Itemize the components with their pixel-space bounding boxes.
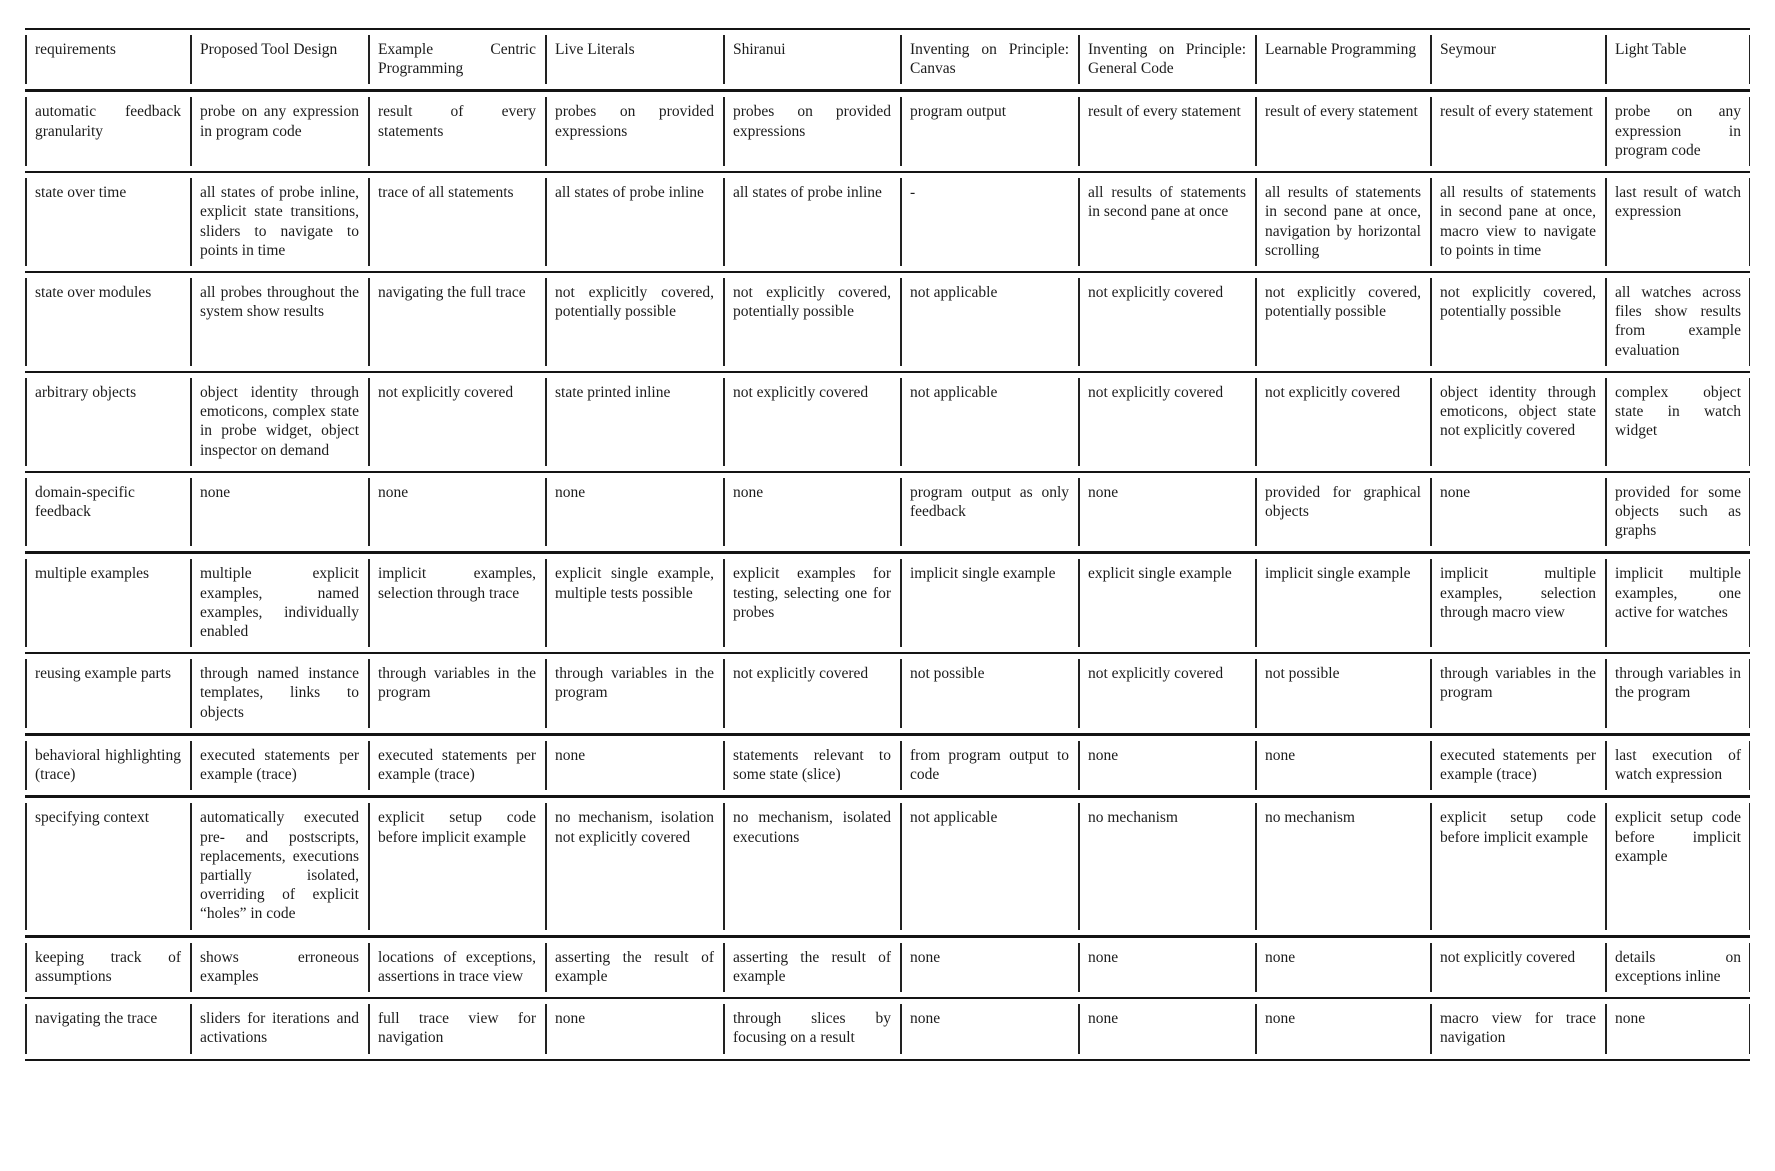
table-cell: explicit single example <box>1078 553 1255 653</box>
table-cell: all probes throughout the system show results <box>190 272 368 372</box>
table-cell: none <box>545 998 723 1059</box>
table-cell: object identity through emoticons, object state not explicitly covered <box>1430 372 1605 472</box>
requirement-label: keeping track of assumptions <box>25 936 190 998</box>
table-cell: not explicitly covered, potentially possible <box>723 272 900 372</box>
table-cell: through variables in the program <box>545 653 723 734</box>
col-header: Learnable Programming <box>1255 29 1430 91</box>
table-cell: all states of probe inline <box>723 172 900 272</box>
table-cell: all states of probe inline <box>545 172 723 272</box>
table-cell: none <box>1078 472 1255 553</box>
table-cell: not explicitly covered <box>1078 272 1255 372</box>
table-cell: not explicitly covered <box>1430 936 1605 998</box>
table-cell: explicit setup code before implicit example <box>1605 797 1750 936</box>
table-cell: none <box>1255 936 1430 998</box>
table-cell: none <box>1078 936 1255 998</box>
col-header: Light Table <box>1605 29 1750 91</box>
requirement-label: arbitrary objects <box>25 372 190 472</box>
table-cell: shows erroneous examples <box>190 936 368 998</box>
table-cell: program output <box>900 91 1078 172</box>
table-cell: probe on any expression in program code <box>190 91 368 172</box>
table-cell: none <box>1430 472 1605 553</box>
table-cell: not explicitly covered <box>723 653 900 734</box>
table-cell: all results of statements in second pane at once, macro view to navigate to points in time <box>1430 172 1605 272</box>
requirement-label: navigating the trace <box>25 998 190 1059</box>
table-row <box>25 91 1750 172</box>
requirement-label: state over time <box>25 172 190 272</box>
table-cell: through named instance templates, links to objects <box>190 653 368 734</box>
col-header: Example Centric Programming <box>368 29 545 91</box>
table-cell: implicit single example <box>900 553 1078 653</box>
table-cell: not applicable <box>900 797 1078 936</box>
table-cell: not explicitly covered, potentially possible <box>545 272 723 372</box>
table-cell: not possible <box>900 653 1078 734</box>
tool-comparison-table <box>25 28 1750 1061</box>
table-cell: program output as only feedback <box>900 472 1078 553</box>
table-row <box>25 936 1750 998</box>
col-header: Proposed Tool Design <box>190 29 368 91</box>
table-cell: - <box>900 172 1078 272</box>
table-cell: not explicitly covered, potentially possible <box>1430 272 1605 372</box>
table-cell: full trace view for navigation <box>368 998 545 1059</box>
table-cell: implicit single example <box>1255 553 1430 653</box>
col-header: Shiranui <box>723 29 900 91</box>
table-cell: result of every statement <box>1255 91 1430 172</box>
table-cell: statements relevant to some state (slice) <box>723 734 900 796</box>
table-cell: implicit examples, selection through trace <box>368 553 545 653</box>
table-cell: result of every statement <box>1430 91 1605 172</box>
table-cell: object identity through emoticons, complex state in probe widget, object inspector on demand <box>190 372 368 472</box>
header-row <box>25 29 1750 91</box>
table-cell: none <box>1078 998 1255 1059</box>
table-cell: provided for graphical objects <box>1255 472 1430 553</box>
table-row <box>25 172 1750 272</box>
table-cell: not possible <box>1255 653 1430 734</box>
table-cell: from program output to code <box>900 734 1078 796</box>
requirement-label: behavioral highlighting (trace) <box>25 734 190 796</box>
table-cell: complex object state in watch widget <box>1605 372 1750 472</box>
table-cell: none <box>545 472 723 553</box>
table-cell: automatically executed pre- and postscripts, replacements, executions partially isolated, overriding of explicit “holes” in code <box>190 797 368 936</box>
table-cell: executed statements per example (trace) <box>368 734 545 796</box>
table-row <box>25 272 1750 372</box>
table-cell: none <box>545 734 723 796</box>
table-row <box>25 797 1750 936</box>
table-cell: implicit multiple examples, selection through macro view <box>1430 553 1605 653</box>
table-cell: executed statements per example (trace) <box>190 734 368 796</box>
table-cell: all results of statements in second pane at once, navigation by horizontal scrolling <box>1255 172 1430 272</box>
table-cell: none <box>900 998 1078 1059</box>
table-cell: navigating the full trace <box>368 272 545 372</box>
table-row <box>25 653 1750 734</box>
table-cell: not explicitly covered <box>723 372 900 472</box>
requirement-label: reusing example parts <box>25 653 190 734</box>
table-row <box>25 372 1750 472</box>
table-header <box>25 29 1750 91</box>
table-cell: result of every statement <box>1078 91 1255 172</box>
table-cell: none <box>1255 998 1430 1059</box>
table-cell: no mechanism, isolated executions <box>723 797 900 936</box>
table-cell: none <box>190 472 368 553</box>
table-cell: last result of watch expression <box>1605 172 1750 272</box>
table-cell: explicit examples for testing, selecting one for probes <box>723 553 900 653</box>
table-cell: none <box>1255 734 1430 796</box>
col-header: Inventing on Principle: Canvas <box>900 29 1078 91</box>
table-cell: trace of all statements <box>368 172 545 272</box>
table-cell: not explicitly covered, potentially possible <box>1255 272 1430 372</box>
table-cell: none <box>1605 998 1750 1059</box>
table-cell: not applicable <box>900 272 1078 372</box>
table-cell: no mechanism <box>1255 797 1430 936</box>
table-cell: none <box>723 472 900 553</box>
table-cell: no mechanism, isolation not explicitly covered <box>545 797 723 936</box>
table-cell: probe on any expression in program code <box>1605 91 1750 172</box>
table-cell: provided for some objects such as graphs <box>1605 472 1750 553</box>
table-cell: macro view for trace navigation <box>1430 998 1605 1059</box>
table-cell: all watches across files show results from example evaluation <box>1605 272 1750 372</box>
table-cell: last execution of watch expression <box>1605 734 1750 796</box>
requirement-label: specifying context <box>25 797 190 936</box>
table-cell: sliders for iterations and activations <box>190 998 368 1059</box>
table-cell: probes on provided expressions <box>723 91 900 172</box>
table-cell: not explicitly covered <box>1255 372 1430 472</box>
table-row <box>25 734 1750 796</box>
table-cell: none <box>900 936 1078 998</box>
col-header: Seymour <box>1430 29 1605 91</box>
requirement-label: domain-specific feedback <box>25 472 190 553</box>
table-row <box>25 553 1750 653</box>
table-cell: details on exceptions inline <box>1605 936 1750 998</box>
table-cell: through variables in the program <box>1430 653 1605 734</box>
table-cell: through variables in the program <box>368 653 545 734</box>
table-body <box>25 91 1750 1060</box>
table-cell: none <box>1078 734 1255 796</box>
table-cell: locations of exceptions, assertions in trace view <box>368 936 545 998</box>
table-cell: executed statements per example (trace) <box>1430 734 1605 796</box>
requirement-label: state over modules <box>25 272 190 372</box>
table-cell: explicit single example, multiple tests possible <box>545 553 723 653</box>
table-cell: asserting the result of example <box>723 936 900 998</box>
requirement-label: automatic feedback granularity <box>25 91 190 172</box>
table-cell: result of every statements <box>368 91 545 172</box>
table-cell: multiple explicit examples, named examples, individually enabled <box>190 553 368 653</box>
table-cell: all states of probe inline, explicit state transitions, sliders to navigate to points in time <box>190 172 368 272</box>
table-cell: not explicitly covered <box>1078 653 1255 734</box>
table-cell: all results of statements in second pane at once <box>1078 172 1255 272</box>
table-cell: probes on provided expressions <box>545 91 723 172</box>
table-cell: asserting the result of example <box>545 936 723 998</box>
col-header: Live Literals <box>545 29 723 91</box>
table-row <box>25 998 1750 1059</box>
table-cell: through slices by focusing on a result <box>723 998 900 1059</box>
table-cell: no mechanism <box>1078 797 1255 936</box>
table-cell: not applicable <box>900 372 1078 472</box>
table-row <box>25 472 1750 553</box>
table-cell: explicit setup code before implicit example <box>368 797 545 936</box>
table-cell: through variables in the program <box>1605 653 1750 734</box>
table-cell: not explicitly covered <box>1078 372 1255 472</box>
table-cell: none <box>368 472 545 553</box>
table-cell: implicit multiple examples, one active for watches <box>1605 553 1750 653</box>
table-cell: state printed inline <box>545 372 723 472</box>
table-cell: not explicitly covered <box>368 372 545 472</box>
col-header: Inventing on Principle: General Code <box>1078 29 1255 91</box>
col-header-requirements: requirements <box>25 29 190 91</box>
requirement-label: multiple examples <box>25 553 190 653</box>
table-cell: explicit setup code before implicit example <box>1430 797 1605 936</box>
